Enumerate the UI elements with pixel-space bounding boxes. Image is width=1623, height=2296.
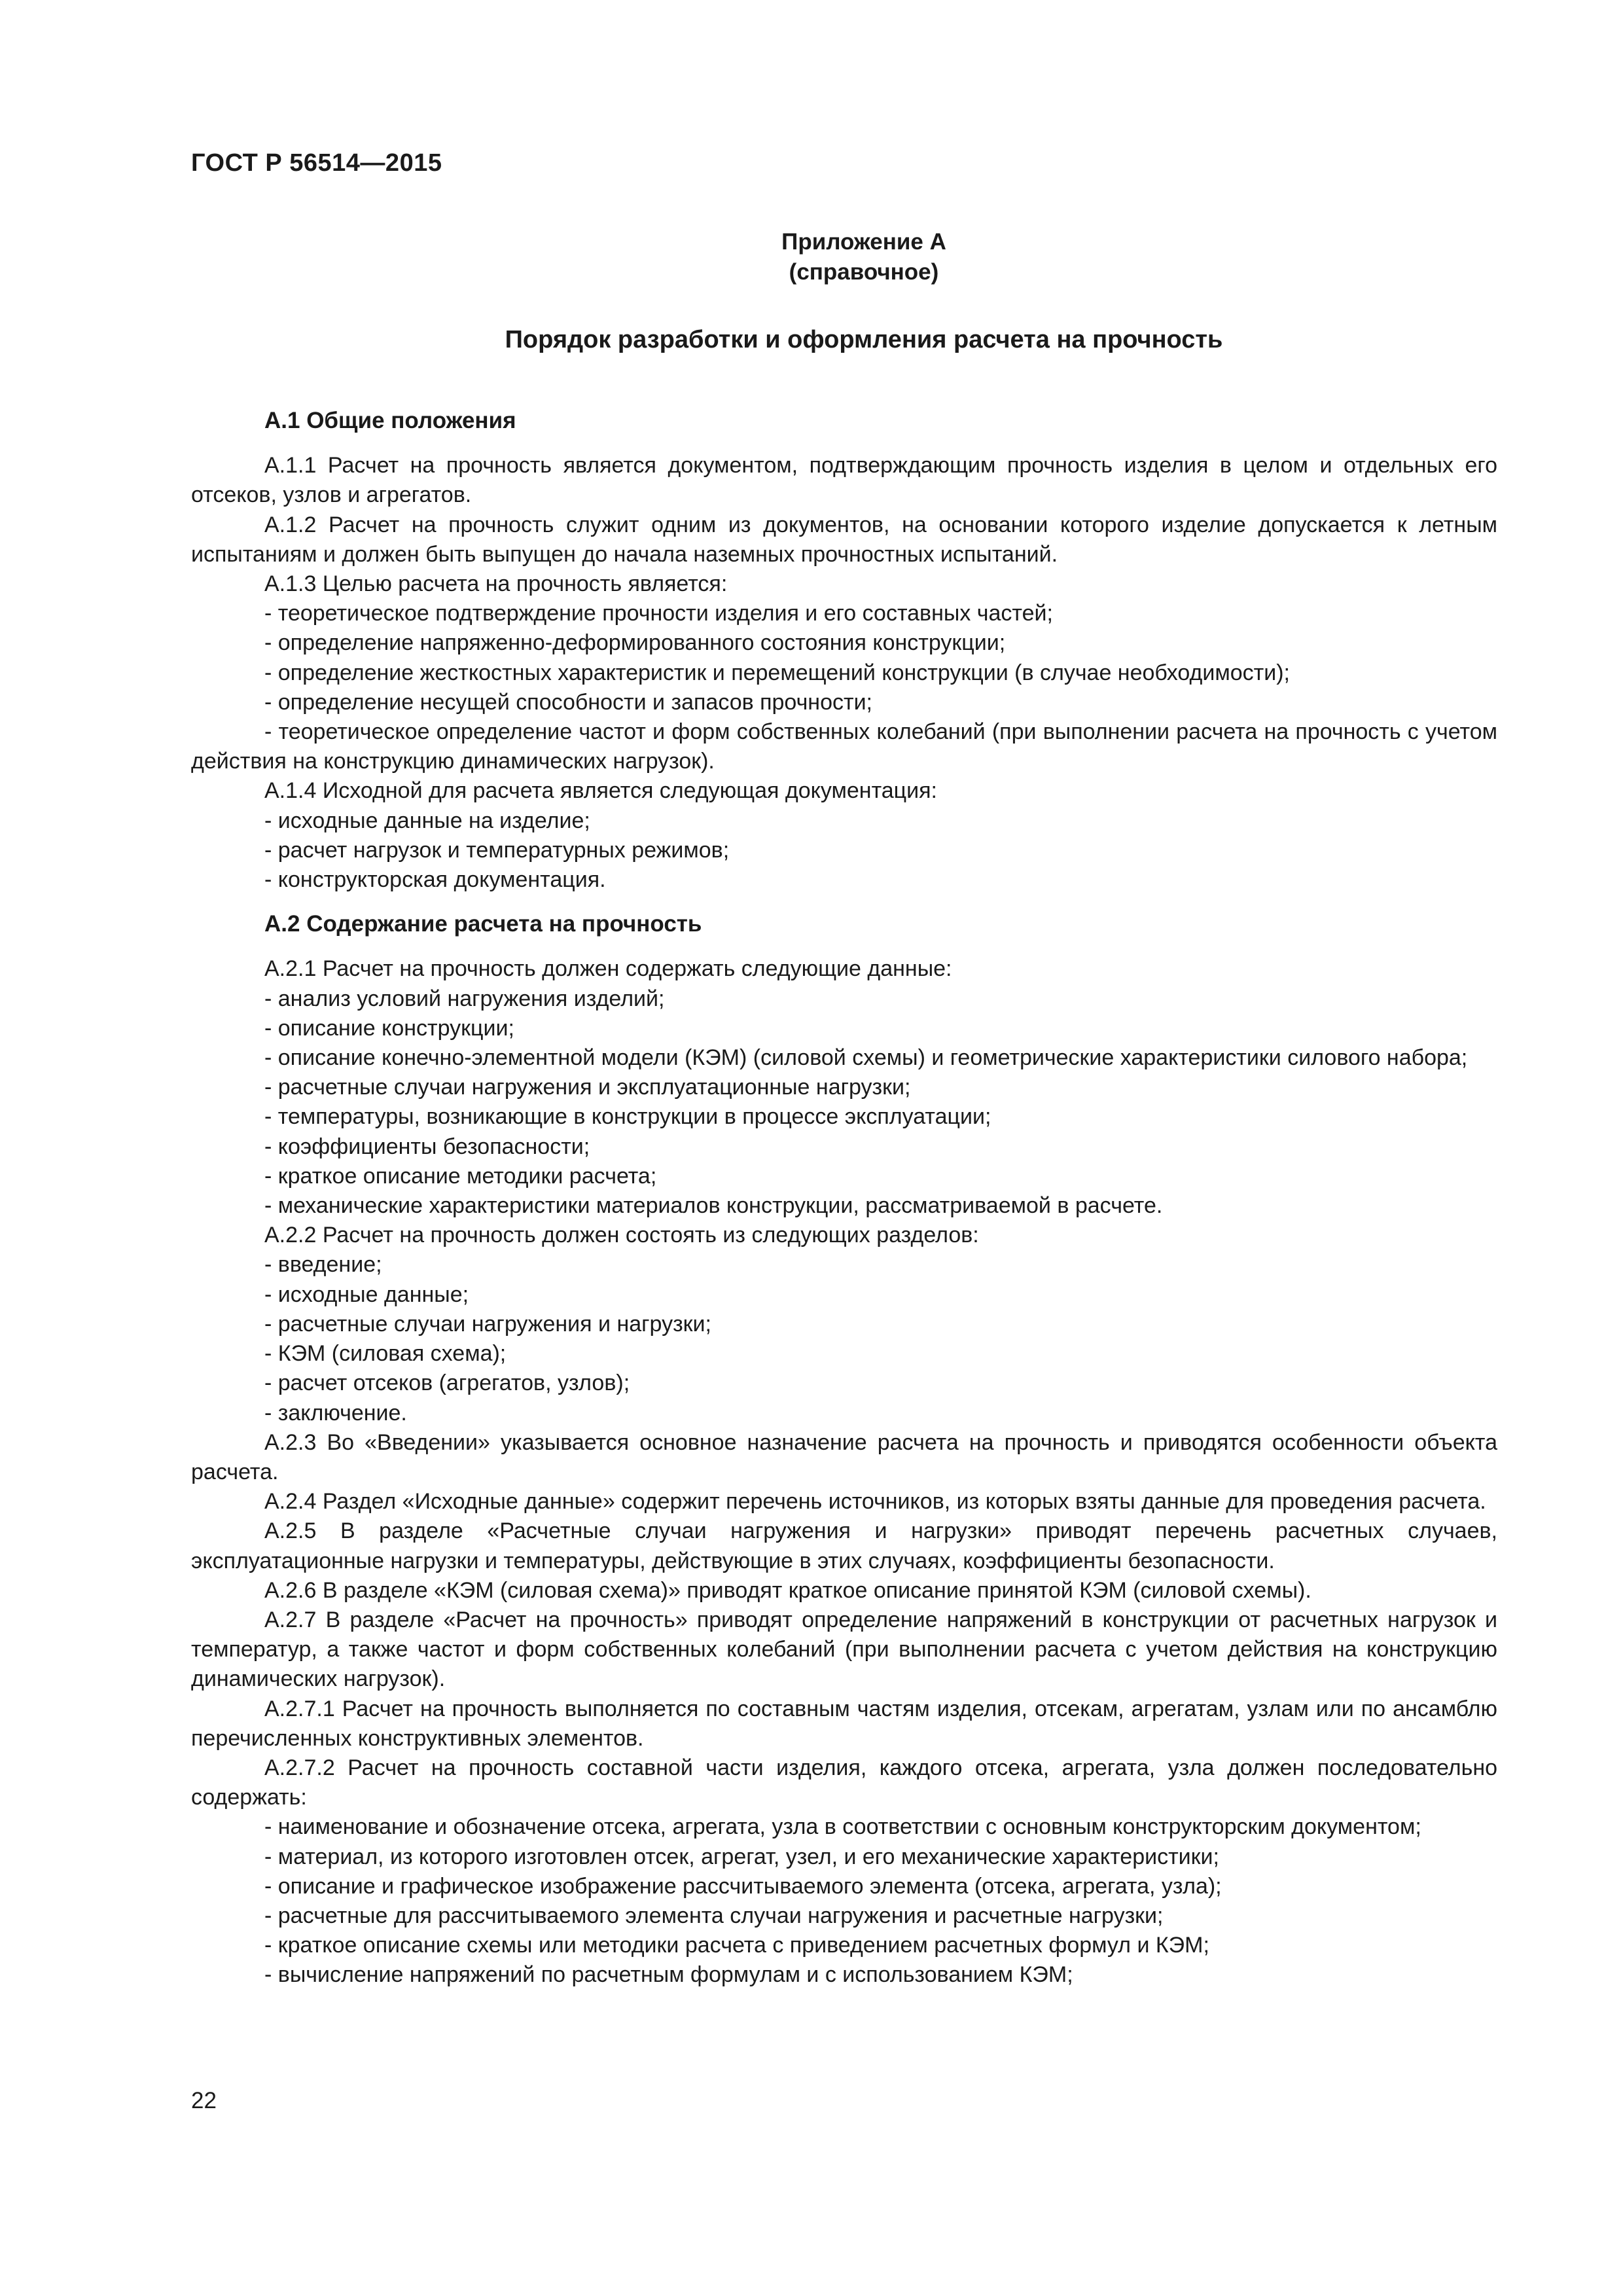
list-item: - вычисление напряжений по расчетным формулам и с использованием КЭМ; [264,1962,1073,1988]
document-code-header: ГОСТ Р 56514—2015 [191,149,442,177]
list-item: - расчет отсеков (агрегатов, узлов); [264,1371,630,1396]
document-title-text: Порядок разработки и оформления расчета на прочность [505,326,1223,353]
list-item: - температуры, возникающие в конструкции в процессе эксплуатации; [264,1104,991,1130]
appendix-title: Приложение А [781,229,946,255]
list-item: - теоретическое подтверждение прочности изделия и его составных частей; [264,601,1053,626]
list-item: - теоретическое определение частот и форм собственных колебаний (при выполнении расчета на прочность с учетом действия на конструкцию динамических нагрузок). [191,719,1497,774]
list-item: - введение; [264,1252,382,1278]
section-heading-a2: А.2 Содержание расчета на прочность [264,911,702,937]
paragraph-a2-4: А.2.4 Раздел «Исходные данные» содержит перечень источников, из которых взяты данные для проведения расчета. [264,1489,1486,1515]
list-item: - исходные данные; [264,1282,469,1307]
paragraph-a2-3: А.2.3 Во «Введении» указывается основное назначение расчета на прочность и приводятся особенности объекта расчета. [191,1429,1497,1484]
paragraph-a1-1: А.1.1 Расчет на прочность является документом, подтверждающим прочность изделия в целом и отдельных его отсеков, узлов и агрегатов. [191,453,1497,508]
list-item: - расчетные для рассчитываемого элемента случаи нагружения и расчетные нагрузки; [264,1903,1164,1928]
paragraph-a1-2: А.1.2 Расчет на прочность служит одним из документов, на основании которого изделие допускается к летным испытаниям и должен быть выпущен до начала наземных прочностных испытаний. [191,512,1497,567]
paragraph-a2-7: А.2.7 В разделе «Расчет на прочность» приводят определение напряжений в конструкции от расчетных нагрузок и температур, а также частот и форм собственных колебаний (при выполнении расчета с учетом действия на конструкцию динамических нагрузок). [191,1607,1497,1692]
paragraph-a2-1: А.2.1 Расчет на прочность должен содержать следующие данные: [264,956,952,982]
paragraph-a2-2: А.2.2 Расчет на прочность должен состоять из следующих разделов: [264,1223,979,1248]
list-item: - анализ условий нагружения изделий; [264,986,665,1011]
list-item: - заключение. [264,1400,407,1426]
list-item: - исходные данные на изделие; [264,808,590,833]
list-item: - краткое описание методики расчета; [264,1163,657,1189]
paragraph-a2-6: А.2.6 В разделе «КЭМ (силовая схема)» приводят краткое описание принятой КЭМ (силовой схемы). [264,1577,1311,1603]
paragraph-a1-4: А.1.4 Исходной для расчета является следующая документация: [264,778,937,804]
appendix-label [0,227,1623,287]
list-item: - краткое описание схемы или методики расчета с приведением расчетных формул и КЭМ; [264,1933,1209,1958]
list-item: - конструкторская документация. [264,867,606,893]
document-title [0,326,1623,354]
list-item: - наименование и обозначение отсека, агрегата, узла в соответствии с основным конструкторским документом; [264,1814,1421,1840]
paragraph-a1-3: А.1.3 Целью расчета на прочность является: [264,571,728,597]
list-item: - расчет нагрузок и температурных режимов; [264,837,730,863]
section-heading-a1: А.1 Общие положения [264,408,516,433]
paragraph-a2-5: А.2.5 В разделе «Расчетные случаи нагружения и нагрузки» приводят перечень расчетных случаев, эксплуатационные нагрузки и температуры, действующие в этих случаях, коэффициенты безопасности. [191,1518,1497,1573]
list-item: - расчетные случаи нагружения и нагрузки; [264,1311,711,1336]
list-item: - описание конструкции; [264,1015,514,1041]
list-item: - определение напряженно-деформированного состояния конструкции; [264,630,1006,656]
list-item: - определение жесткостных характеристик и перемещений конструкции (в случае необходимости); [264,660,1290,685]
list-item: - расчетные случаи нагружения и эксплуатационные нагрузки; [264,1075,911,1100]
list-item: - описание и графическое изображение рассчитываемого элемента (отсека, агрегата, узла); [264,1873,1222,1899]
appendix-type: (справочное) [789,259,939,285]
list-item: - коэффициенты безопасности; [264,1134,590,1159]
list-item: - определение несущей способности и запасов прочности; [264,689,873,715]
list-item: - КЭМ (силовая схема); [264,1341,507,1367]
list-item: - материал, из которого изготовлен отсек, агрегат, узел, и его механические характеристики; [264,1844,1219,1869]
document-body [191,406,1497,1990]
page-number: 22 [191,2088,217,2113]
paragraph-a2-7-1: А.2.7.1 Расчет на прочность выполняется по составным частям изделия, отсекам, агрегатам, узлам или по ансамблю перечисленных конструктивных элементов. [191,1696,1497,1751]
list-item: - описание конечно-элементной модели (КЭМ) (силовой схемы) и геометрические характеристики силового набора; [264,1045,1468,1071]
paragraph-a2-7-2: А.2.7.2 Расчет на прочность составной части изделия, каждого отсека, агрегата, узла должен последовательно содержать: [191,1755,1497,1810]
list-item: - механические характеристики материалов конструкции, рассматриваемой в расчете. [264,1193,1163,1219]
